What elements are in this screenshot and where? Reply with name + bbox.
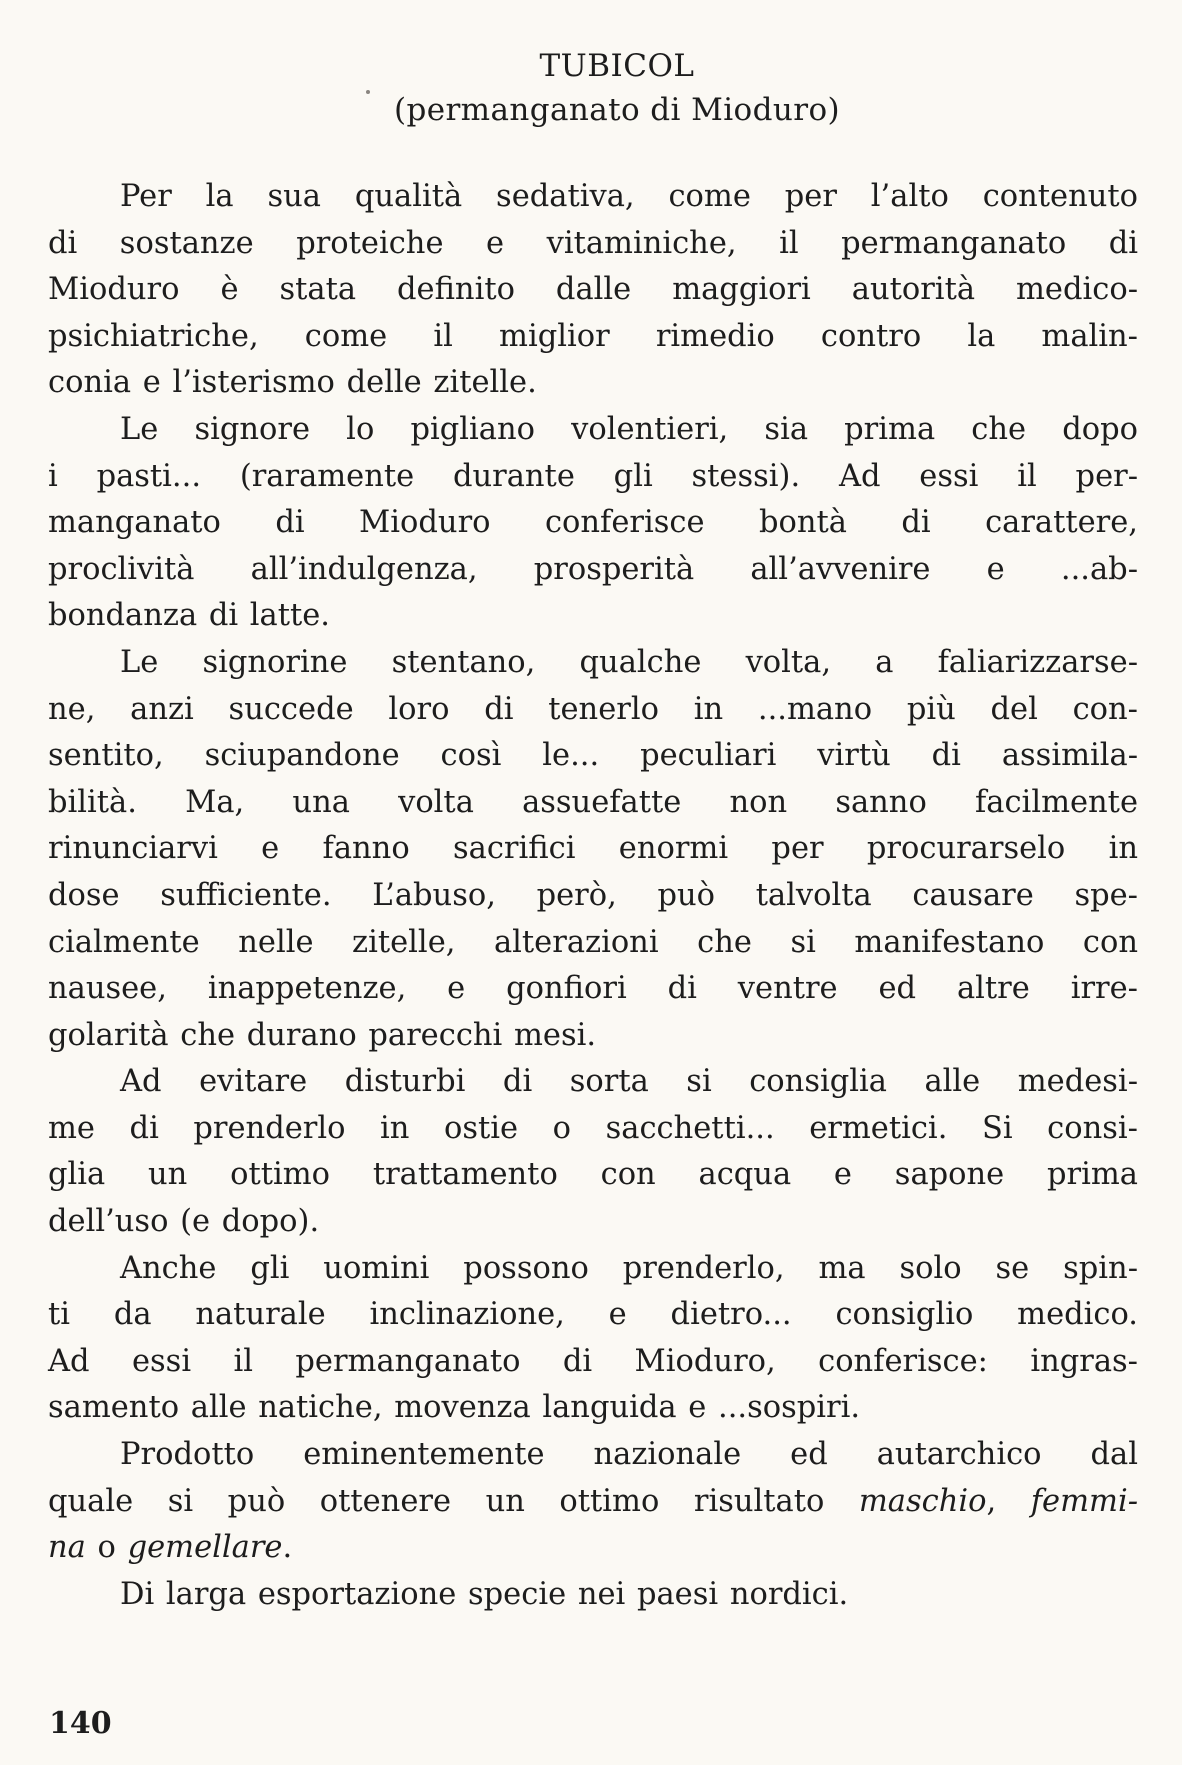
text-line: proclività all’indulgenza, prosperità all’avvenire e ...ab-	[48, 551, 1138, 587]
text-line: nausee, inappetenze, e gonfiori di ventre ed altre irre-	[48, 971, 1138, 1007]
body-text	[48, 174, 1138, 1618]
text-line: Le signore lo pigliano volentieri, sia prima che dopo	[120, 411, 1138, 447]
text-line: psichiatriche, come il miglior rimedio contro la malin-	[48, 318, 1138, 354]
text-line: samento alle natiche, movenza languida e ...sospiri.	[48, 1390, 861, 1426]
text-line: dell’uso (e dopo).	[48, 1204, 320, 1240]
text-run: quale si può ottenere un ottimo risultato	[48, 1483, 859, 1519]
text-line: Anche gli uomini possono prenderlo, ma solo se spin-	[120, 1250, 1138, 1286]
text-line: me di prenderlo in ostie o sacchetti... ermetici. Si consi-	[48, 1110, 1138, 1146]
text-line: Le signorine stentano, qualche volta, a faliarizzarse-	[120, 644, 1138, 680]
page-subtitle: (permanganato di Mioduro)	[393, 92, 840, 128]
text-line: Mioduro è stata definito dalle maggiori autorità medico-	[48, 272, 1138, 308]
italic-run: maschio	[858, 1483, 987, 1519]
text-line: ne, anzi succede loro di tenerlo in ...mano più del con-	[48, 691, 1138, 727]
text-line: dose sufficiente. L’abuso, però, può talvolta causare spe-	[48, 877, 1138, 913]
italic-run: femmi-	[1030, 1483, 1139, 1519]
text-line: Per la sua qualità sedativa, come per l’alto contenuto	[120, 179, 1138, 214]
text-line: i pasti... (raramente durante gli stessi). Ad essi il per-	[48, 458, 1138, 494]
italic-run: na	[48, 1530, 86, 1566]
text-line-mixed	[48, 1525, 1138, 1572]
text-run: o	[85, 1530, 128, 1566]
book-page	[48, 44, 1138, 1618]
text-line: bilità. Ma, una volta assuefatte non sanno facilmente	[48, 784, 1138, 820]
text-line: cialmente nelle zitelle, alterazioni che si manifestano con	[48, 924, 1138, 960]
text-line: Ad evitare disturbi di sorta si consiglia alle medesi-	[120, 1064, 1138, 1100]
text-line: golarità che durano parecchi mesi.	[48, 1017, 597, 1053]
text-line-mixed	[48, 1479, 1138, 1526]
text-run: ,	[986, 1483, 1031, 1519]
text-line: Prodotto eminentemente nazionale ed autarchico dal	[120, 1437, 1138, 1473]
text-line: glia un ottimo trattamento con acqua e sapone prima	[48, 1157, 1138, 1193]
text-line: Di larga esportazione specie nei paesi nordici.	[120, 1576, 849, 1612]
italic-run: gemellare	[127, 1530, 283, 1566]
text-line: sentito, sciupandone così le... peculiari virtù di assimila-	[48, 738, 1138, 774]
text-line: Ad essi il permanganato di Mioduro, conferisce: ingras-	[48, 1343, 1138, 1379]
text-line: conia e l’isterismo delle zitelle.	[48, 365, 537, 401]
text-line: bondanza di latte.	[48, 598, 330, 634]
text-line: manganato di Mioduro conferisce bontà di carattere,	[48, 505, 1138, 541]
text-line: di sostanze proteiche e vitaminiche, il permanganato di	[48, 225, 1138, 261]
page-title: TUBICOL	[539, 48, 695, 84]
text-run: .	[282, 1530, 293, 1566]
page-number: 140	[49, 1706, 112, 1741]
text-line: ti da naturale inclinazione, e dietro... consiglio medico.	[48, 1297, 1138, 1333]
text-line: rinunciarvi e fanno sacrifici enormi per procurarselo in	[48, 831, 1138, 867]
